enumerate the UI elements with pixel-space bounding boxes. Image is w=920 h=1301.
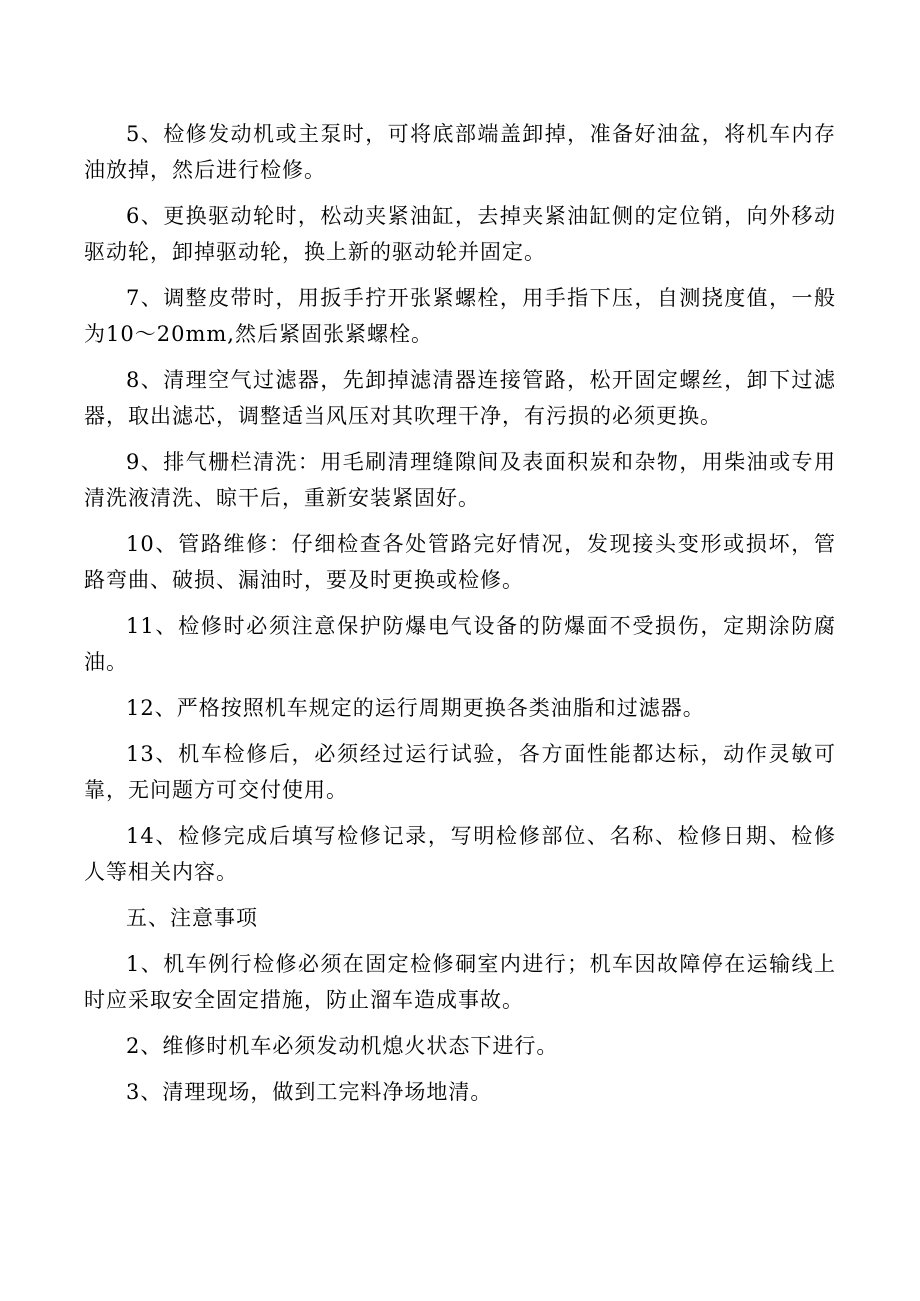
paragraph-item-12: 12、严格按照机车规定的运行周期更换各类油脂和过滤器。 — [126, 696, 705, 720]
precaution-item-1: 1、机车例行检修必须在固定检修硐室内进行；机车因故障停在运输线上时应采取安全固定措施，防止溜车造成事故。 — [84, 952, 836, 1012]
paragraph-item-6: 6、更换驱动轮时，松动夹紧油缸，去掉夹紧油缸侧的定位销，向外移动驱动轮，卸掉驱动轮，换上新的驱动轮并固定。 — [84, 204, 836, 264]
paragraph-item-8: 8、清理空气过滤器，先卸掉滤清器连接管路，松开固定螺丝，卸下过滤器，取出滤芯，调整适当风压对其吹理干净，有污损的必须更换。 — [84, 368, 836, 428]
paragraph-item-13: 13、机车检修后，必须经过运行试验，各方面性能都达标，动作灵敏可靠，无问题方可交付使用。 — [84, 742, 836, 802]
paragraph-item-11: 11、检修时必须注意保护防爆电气设备的防爆面不受损伤，定期涂防腐油。 — [84, 614, 836, 674]
precaution-item-3: 3、清理现场，做到工完料净场地清。 — [126, 1080, 493, 1104]
paragraph-item-7: 7、调整皮带时，用扳手拧开张紧螺栓，用手指下压，自测挠度值，一般为10～20mm,然后紧固张紧螺栓。 — [84, 286, 836, 346]
paragraph-item-10: 10、管路维修：仔细检查各处管路完好情况，发现接头变形或损坏，管路弯曲、破损、漏油时，要及时更换或检修。 — [84, 532, 836, 592]
document-body — [84, 116, 836, 1120]
section-heading-precautions: 五、注意事项 — [126, 906, 258, 930]
paragraph-item-14: 14、检修完成后填写检修记录，写明检修部位、名称、检修日期、检修人等相关内容。 — [84, 824, 836, 884]
paragraph-item-5: 5、检修发动机或主泵时，可将底部端盖卸掉，准备好油盆，将机车内存油放掉，然后进行检修。 — [84, 122, 836, 182]
paragraph-item-9: 9、排气栅栏清洗：用毛刷清理缝隙间及表面积炭和杂物，用柴油或专用清洗液清洗、晾干后，重新安装紧固好。 — [84, 450, 836, 510]
precaution-item-2: 2、维修时机车必须发动机熄火状态下进行。 — [126, 1034, 559, 1058]
